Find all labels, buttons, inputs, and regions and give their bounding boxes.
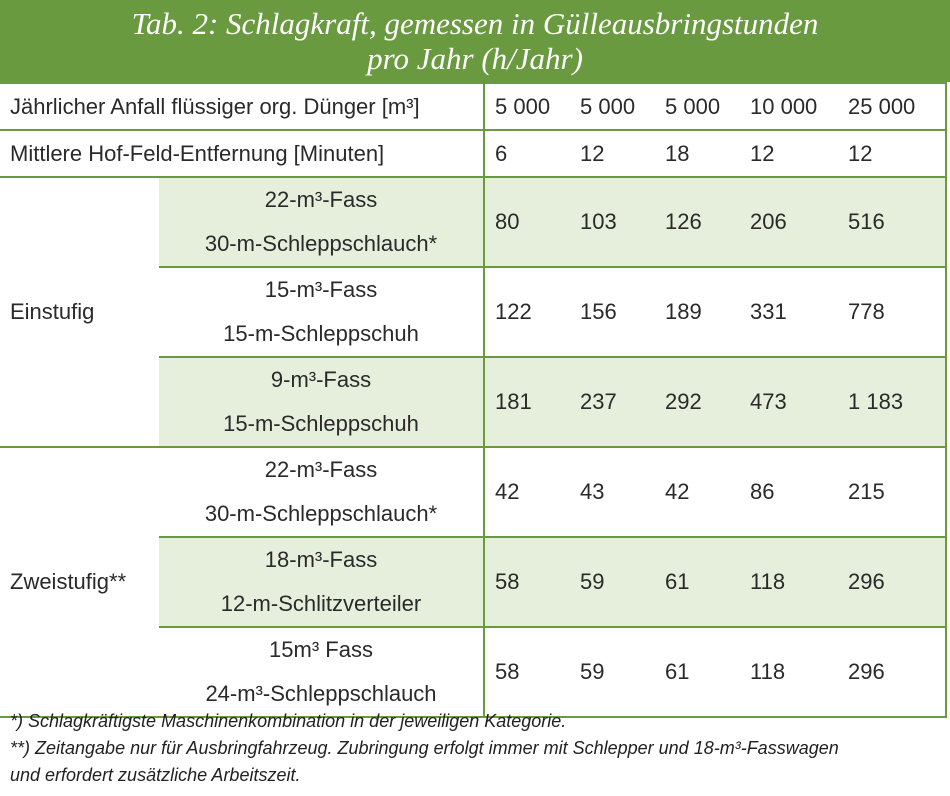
value-cell: 80 [484, 177, 570, 267]
header-cell: 12 [838, 130, 946, 177]
header-label: Mittlere Hof-Feld-Entfernung [Minuten] [0, 130, 484, 177]
header-cell: 25 000 [838, 83, 946, 130]
footnote-2-line2: und erfordert zusätzliche Arbeitszeit. [10, 765, 301, 785]
header-row-distance [0, 130, 946, 177]
machine-cell [159, 627, 484, 717]
value-cell: 59 [570, 537, 655, 627]
header-cell: 6 [484, 130, 570, 177]
table-row [0, 447, 946, 537]
value-cell: 778 [838, 267, 946, 357]
table-title [0, 0, 950, 82]
header-cell: 12 [570, 130, 655, 177]
machine-line: 15-m-Schleppschuh [223, 321, 419, 346]
value-cell: 156 [570, 267, 655, 357]
footnote-2-line1: **) Zeitangabe nur für Ausbringfahrzeug. Zubringung erfolgt immer mit Schlepper und 18-m³-Fasswagen [10, 738, 839, 758]
value-cell: 126 [655, 177, 740, 267]
value-cell: 43 [570, 447, 655, 537]
value-cell: 58 [484, 627, 570, 717]
footnote-1: *) Schlagkräftigste Maschinenkombination in der jeweiligen Kategorie. [10, 711, 567, 731]
table-title-line2: pro Jahr (h/Jahr) [367, 41, 583, 76]
machine-line: 22-m³-Fass [264, 187, 378, 212]
machine-cell [159, 357, 484, 447]
header-cell: 10 000 [740, 83, 838, 130]
header-row-volume [0, 83, 946, 130]
value-cell: 58 [484, 537, 570, 627]
value-cell: 86 [740, 447, 838, 537]
machine-cell [159, 177, 484, 267]
value-cell: 42 [484, 447, 570, 537]
header-cell: 5 000 [484, 83, 570, 130]
machine-line: 15m³ Fass [269, 637, 373, 662]
machine-line: 15-m³-Fass [264, 277, 378, 302]
value-cell: 1 183 [838, 357, 946, 447]
value-cell: 103 [570, 177, 655, 267]
table-row [0, 177, 946, 267]
value-cell: 61 [655, 627, 740, 717]
value-cell: 206 [740, 177, 838, 267]
machine-line: 24-m³-Schleppschlauch [205, 681, 437, 706]
machine-line: 30-m-Schleppschlauch* [204, 501, 438, 526]
machine-line: 22-m³-Fass [264, 457, 378, 482]
value-cell: 215 [838, 447, 946, 537]
value-cell: 516 [838, 177, 946, 267]
machine-cell [159, 267, 484, 357]
table-title-line1: Tab. 2: Schlagkraft, gemessen in Gülleausbringstunden [131, 6, 819, 41]
value-cell: 237 [570, 357, 655, 447]
value-cell: 122 [484, 267, 570, 357]
value-cell: 331 [740, 267, 838, 357]
footnotes [10, 708, 945, 789]
data-table [0, 82, 947, 718]
machine-cell [159, 447, 484, 537]
machine-line: 18-m³-Fass [264, 547, 378, 572]
value-cell: 42 [655, 447, 740, 537]
header-cell: 18 [655, 130, 740, 177]
group-label-einstufig: Einstufig [0, 177, 159, 447]
value-cell: 118 [740, 627, 838, 717]
value-cell: 61 [655, 537, 740, 627]
value-cell: 181 [484, 357, 570, 447]
value-cell: 473 [740, 357, 838, 447]
value-cell: 59 [570, 627, 655, 717]
header-cell: 5 000 [655, 83, 740, 130]
header-label: Jährlicher Anfall flüssiger org. Dünger [m³] [0, 83, 484, 130]
group-label-zweistufig: Zweistufig** [0, 447, 159, 717]
machine-line: 12-m-Schlitzverteiler [220, 591, 422, 616]
header-cell: 12 [740, 130, 838, 177]
value-cell: 189 [655, 267, 740, 357]
value-cell: 292 [655, 357, 740, 447]
value-cell: 296 [838, 537, 946, 627]
value-cell: 118 [740, 537, 838, 627]
machine-line: 9-m³-Fass [270, 367, 372, 392]
machine-line: 30-m-Schleppschlauch* [204, 231, 438, 256]
machine-cell [159, 537, 484, 627]
machine-line: 15-m-Schleppschuh [223, 411, 419, 436]
header-cell: 5 000 [570, 83, 655, 130]
value-cell: 296 [838, 627, 946, 717]
